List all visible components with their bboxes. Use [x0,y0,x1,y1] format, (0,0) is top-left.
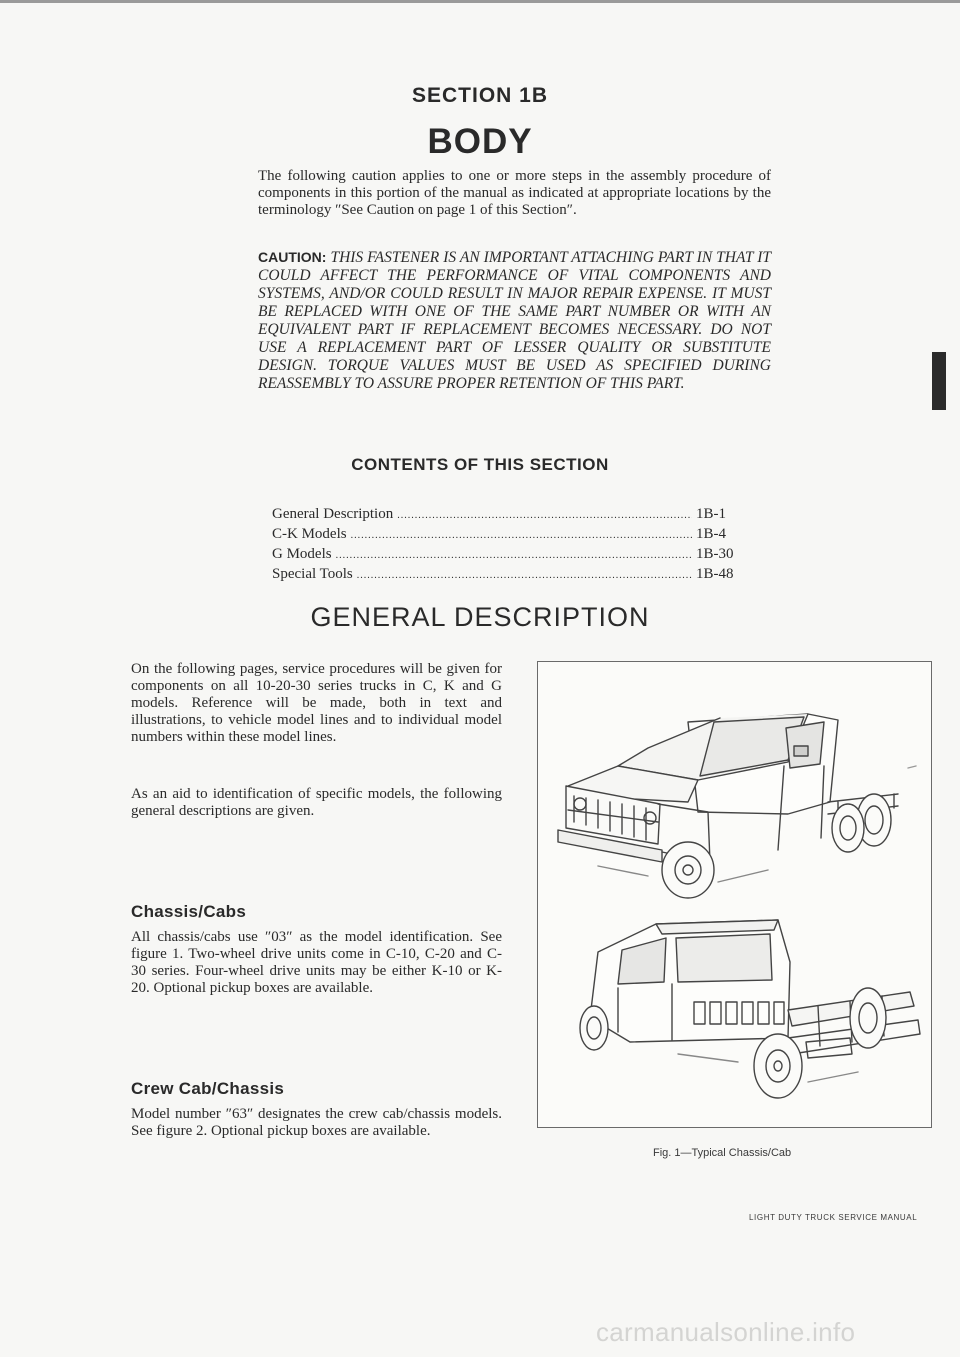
top-border-line [0,0,960,3]
toc-item-page: 1B-4 [696,526,726,542]
general-description-heading: GENERAL DESCRIPTION [310,602,650,632]
toc-leader-dots [336,547,692,565]
toc-item-title: General Description [272,506,394,522]
toc-item-title: G Models [272,546,332,562]
toc-item-page: 1B-48 [696,566,734,582]
rear-view-truck-drawing [580,920,920,1098]
general-paragraph-1: On the following pages, service procedures will be given for components on all 10-20-30 series trucks in C, K and G models. Reference will be made, both in text and illustrations, to vehicle model lines and to individual model numbers within these model lines. [131,661,502,745]
toc-item-title: C-K Models [272,526,347,542]
toc-leader-dots [351,527,692,545]
toc-item[interactable] [272,545,740,565]
caution-text: THIS FASTENER IS AN IMPORTANT ATTACHING PART IN THAT IT COULD AFFECT THE PERFORMANCE OF VITAL COMPONENTS AND SYSTEMS, AND/OR COULD RESULT IN MAJOR REPAIR EXPENSE. IT MUST BE REPLACED WITH ONE OF THE SAME PART NUMBER OR WITH AN EQUIVALENT PART IF REPLACEMENT BECOMES NECESSARY. DO NOT USE A REPLACEMENT PART OF LESSER QUALITY OR SUBSTITUTE DESIGN. TORQUE VALUES MUST BE USED AS SPECIFIED DURING REASSEMBLY TO ASSURE PROPER RETENTION OF THIS PART. [258,249,772,392]
toc-item-page: 1B-1 [696,506,726,522]
section-label: SECTION 1B [411,84,549,107]
crew-cab-paragraph: Model number ″63″ designates the crew cab/chassis models. See figure 2. Optional pickup boxes are available. [131,1106,502,1139]
toc-item-page: 1B-30 [696,546,734,562]
toc-leader-dots [357,567,692,585]
chassis-cabs-heading: Chassis/Cabs [131,902,247,921]
truck-illustration-figure [537,661,932,1128]
toc-item[interactable] [272,525,740,545]
figure-caption: Fig. 1—Typical Chassis/Cab [653,1147,792,1159]
toc-leader-dots [397,507,692,525]
section-tab-marker [932,352,946,410]
site-watermark: carmanualsonline.info [596,1317,856,1347]
caution-label: CAUTION: [258,249,327,265]
toc-item[interactable] [272,565,740,585]
contents-title: CONTENTS OF THIS SECTION [351,455,609,474]
general-paragraph-2: As an aid to identification of specific models, the following general descriptions are given. [131,786,502,819]
crew-cab-heading: Crew Cab/Chassis [131,1079,285,1098]
page-title: BODY [427,122,533,161]
toc-item[interactable] [272,505,740,525]
manual-footer-label: LIGHT DUTY TRUCK SERVICE MANUAL [749,1213,918,1222]
chassis-cabs-paragraph: All chassis/cabs use ″03″ as the model identification. See figure 1. Two-wheel drive units come in C-10, C-20 and C-30 series. Four-wheel drive units may be either K-10 or K-20. Optional pickup boxes are available. [131,929,502,996]
toc-item-title: Special Tools [272,566,353,582]
table-of-contents [272,505,740,585]
chassis-cab-illustration [538,662,931,1127]
intro-paragraph: The following caution applies to one or more steps in the assembly procedure of components in this portion of the manual as indicated at appropriate locations by the terminology ″See Caution on page 1 of this Section″. [258,168,771,218]
front-view-truck-drawing [558,714,916,898]
caution-block [258,248,771,393]
